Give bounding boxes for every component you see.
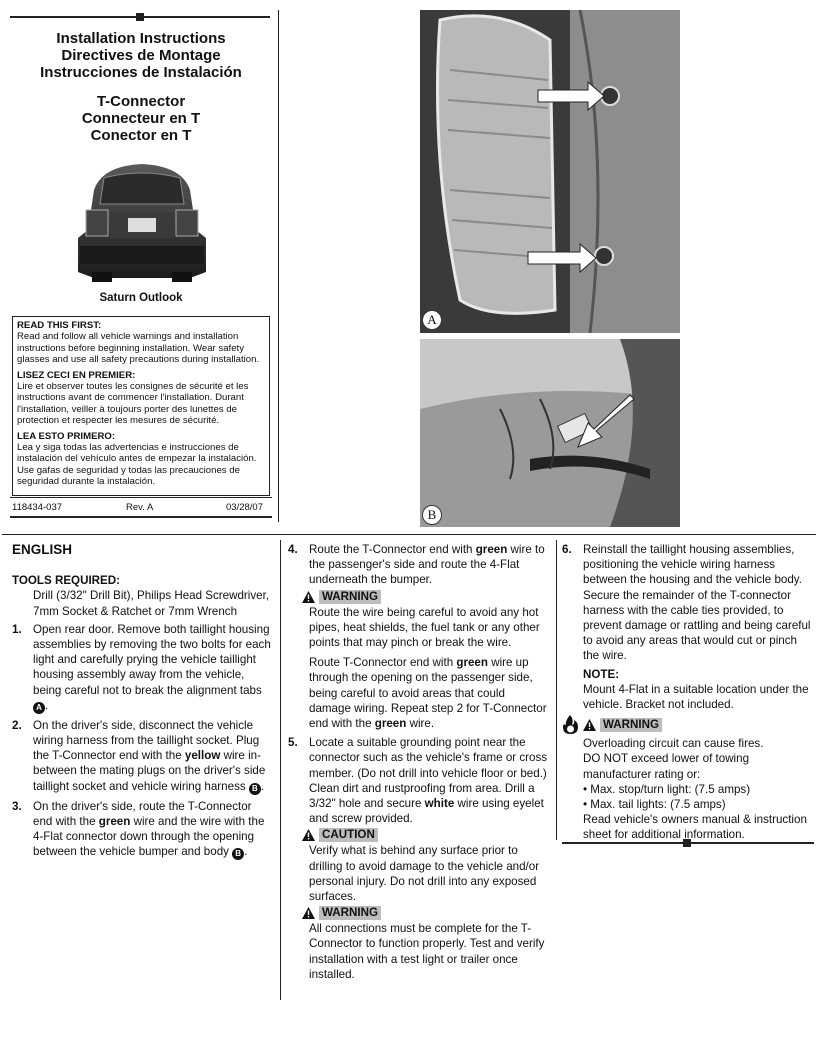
safety-notice-box [12,316,270,496]
step-4-p2-wire-color-2: green [374,717,407,731]
step-3-text-b: wire and the wire with the 4-Flat connector down through the opening between the vehicle bumper and body [33,814,265,859]
step-6 [562,542,814,664]
product-line-fr: Connecteur en T [81,110,201,127]
step-5-text-b: wire using eyelet and screw provided. [309,797,544,826]
step-4-text-a: Route the T-Connector end with [309,543,473,556]
vertical-divider [278,10,279,522]
column-1 [12,542,272,860]
meta-rule-bottom [10,516,272,518]
step-5-number: 5. [288,736,298,750]
fire-warning [562,715,814,735]
product-name [10,93,272,144]
section-title-english: ENGLISH [12,542,73,557]
step-1-number: 1. [12,622,22,636]
column-divider-1 [280,540,281,1000]
date: 03/28/07 [226,502,263,513]
step-4-p2-wire-color: green [456,656,488,670]
meta-rule-top [10,497,272,498]
step-5-text-a: Locate a suitable grounding point near the connector such as the vehicle's frame or cross member. (Do not drill into vehicle floor or bed.) Clean dirt and rustproofing from area. Drill a 3/32" hole and secure [309,736,548,811]
caution-label: CAUTION [319,828,378,842]
fire-warning-label: WARNING [600,718,662,732]
column-2 [288,542,550,982]
note-text: Mount 4-Flat in a suitable location under the vehicle. Bracket not included. [583,682,809,712]
revision: Rev. A [126,502,154,513]
photo-b-label: B [422,505,442,525]
photo-a-label: A [422,310,442,330]
step-4-text-b: wire to the passenger's side and route the 4-Flat underneath the bumper. [309,543,545,587]
column-divider-2 [556,540,557,840]
step-2-text-a: On the driver's side, disconnect the vehicle wiring harness from the taillight socket. Plug the T-Connector end with the [33,718,260,763]
title-line-es: Instrucciones de Instalación [40,64,242,81]
photo-ref-b-2: B [232,848,244,860]
step-5 [288,735,550,826]
step-4-number: 4. [288,543,298,556]
warning-2 [288,906,550,920]
safety-text-fr: Lire et observer toutes les consignes de sécurité et les instructions avant de commencer l'installation. Durant l'installation, veiller à toujours porter des lunettes de protection et respecter les mesures de sécurité. [17,381,249,427]
warning-line-2: DO NOT exceed lower of towing manufacturer rating or: [583,752,750,781]
warning-2-label: WARNING [319,906,381,920]
warning-triangle-icon [583,719,596,731]
amp-rating-stop-turn: • Max. stop/turn light: (7.5 amps) [583,782,751,796]
caution-text: Verify what is behind any surface prior to drilling to avoid damage to the vehicle and/or personal injury. Do not drill into any exposed surfaces. [309,844,540,904]
title-line-en: Installation Instructions [56,30,226,47]
step-4-p2-text-a: Route T-Connector end with [309,656,454,670]
safety-heading-en: READ THIS FIRST: [17,320,102,331]
caution-triangle-icon [302,829,315,841]
warning-triangle-icon [302,591,315,603]
warning-line-1: Overloading circuit can cause fires. [583,737,764,751]
part-number: 118434-037 [12,502,63,513]
safety-text-es: Lea y siga todas las advertencias e instrucciones de instalación del vehículo antes de empezar la instalación. Use gafas de seguridad y todas las precauciones de seguridad durante la instalación. [17,442,257,488]
step-1: 1. Open rear door. Remove both taillight housing assemblies by removing the two bolts for each light and carefully prying the vehicle taillight housing assembly away from the vehicle, being careful not to break the alignment tabs A . [12,622,271,712]
photo-ref-a: A [33,702,45,714]
vehicle-rear-photo [72,160,212,286]
warning-1-label: WARNING [319,590,381,604]
safety-heading-es: LEA ESTO PRIMERO: [17,430,116,442]
step-4-p2-text-c: wire. [409,717,435,731]
product-line-es: Conector en T [90,127,192,144]
warning-2-text: All connections must be complete for the T-Connector to function properly. Test and verify installation with a test light or trailer once installed. [309,922,545,981]
section-rule [2,534,816,535]
caution [288,828,550,842]
photo-b-image [420,339,680,527]
fire-hazard-icon [562,715,579,735]
photo-a-taillight [420,10,680,333]
top-rule-marker [136,13,144,21]
document-title [10,30,272,81]
step-5-wire-color: white [424,797,455,811]
vehicle-caption: Saturn Outlook [99,292,183,304]
note-label: NOTE: [583,667,620,681]
step-1-text: Open rear door. Remove both taillight housing assemblies by removing the two bolts for each light and carefully prying the vehicle taillight housing assembly away from the vehicle, being careful not to break the alignment tabs [33,622,271,697]
safety-text-en: Read and follow all vehicle warnings and installation instructions before beginning installation. Wear safety glasses and use all safety precautions during installation. [17,331,260,366]
step-3: 3. On the driver's side, route the T-Connector end with the green wire and the wire with the 4-Flat connector down through the opening between the vehicle bumper and body B . [12,799,265,859]
step-4-paragraph-2 [288,655,550,731]
warning-1 [288,590,550,604]
photo-ref-b: B [249,783,261,795]
tools-text: Drill (3/32" Drill Bit), Philips Head Screwdriver, 7mm Socket & Ratchet or 7mm Wrench [33,589,270,618]
column-3 [562,542,814,843]
warning-line-3: Read vehicle's owners manual & instruction sheet for additional information. [583,813,807,842]
safety-heading-fr: LISEZ CECI EN PREMIER: [17,369,136,381]
step-3-wire-color: green [98,814,131,828]
photo-a-image [420,10,680,333]
step-4-wire-color: green [475,543,508,556]
tools-heading: TOOLS REQUIRED: [12,574,121,588]
step-4-p2-text-b: wire up through the opening on the passenger side, being careful to avoid areas that could damage wiring. Repeat step 2 for T-Connector end with the [309,656,547,731]
step-2-wire-color: yellow [184,749,221,763]
amp-rating-tail: • Max. tail lights: (7.5 amps) [583,798,726,812]
step-2-number: 2. [12,718,22,732]
step-2-text-b: wire in-between the mating plugs on the driver's side taillight socket and vehicle wiring harness [33,749,266,793]
step-6-number: 6. [562,543,572,556]
photo-b-bumper [420,339,680,527]
step-3-text-a: On the driver's side, route the T-Connector end with the [33,799,252,828]
step-3-number: 3. [12,799,22,813]
step-2: 2. On the driver's side, disconnect the vehicle wiring harness from the taillight socket. Plug the T-Connector end with the yellow wire in-between the mating plugs on the driver's side taillight socket and vehicle wiring harness B . [12,718,266,793]
step-6-text: Reinstall the taillight housing assemblies, positioning the vehicle wiring harness between the housing and the vehicle body. Secure the remainder of the T-connector harness with the cable ties provided, to prevent damage or rattling and being careful to avoid any areas that would cut or pinch the wire. [583,543,811,663]
warning-1-text: Route the wire being careful to avoid any hot pipes, heat shields, the fuel tank or any other points that may pinch or break the wire. [309,605,540,650]
warning-triangle-icon [302,907,315,919]
step-4 [288,542,550,588]
title-line-fr: Directives de Montage [61,47,221,64]
product-line-en: T-Connector [96,93,186,110]
